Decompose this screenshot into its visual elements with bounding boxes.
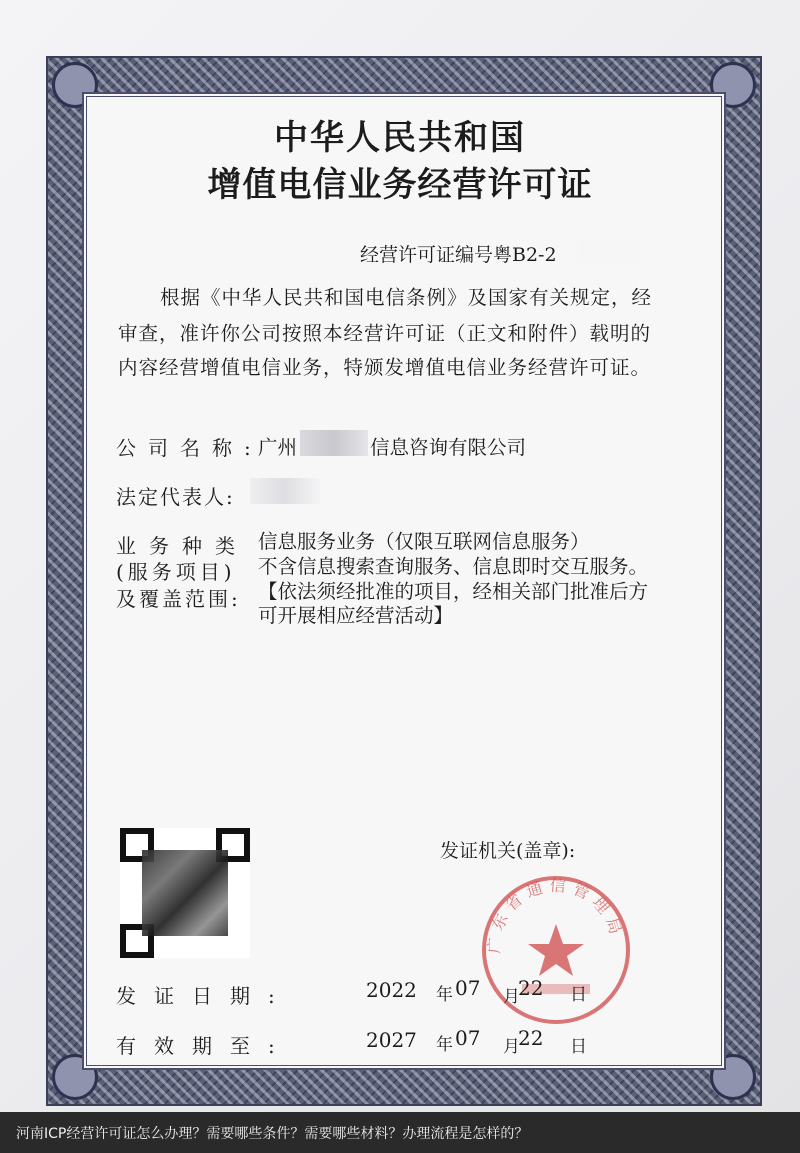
- certificate-title-line1: 中华人民共和国: [274, 118, 526, 158]
- issuing-authority-label: 发证机关(盖章):: [440, 840, 576, 862]
- legal-representative-label: 法定代表人:: [116, 485, 235, 509]
- day-character: 日: [570, 1037, 587, 1057]
- company-name-prefix: 广州: [258, 436, 298, 459]
- qr-code: [120, 828, 250, 958]
- year-character: 年: [436, 985, 453, 1005]
- svg-text:广东省通信管理局: 广东省通信管理局: [484, 875, 628, 955]
- business-scope-value: 【依法须经批准的项目，经相关部门批准后方: [258, 580, 649, 603]
- image-caption: 河南ICP经营许可证怎么办理？需要哪些条件？需要哪些材料？办理流程是怎样的？: [16, 1126, 529, 1142]
- redacted-company-name: [300, 430, 368, 456]
- year-character: 年: [436, 1035, 453, 1055]
- company-name-label: 公司名称:: [116, 436, 263, 460]
- month-character: 月: [503, 1037, 520, 1057]
- month-character: 月: [503, 987, 520, 1007]
- qr-blurred-area: [142, 850, 228, 936]
- redacted-license-digits: [578, 238, 640, 262]
- business-scope-label: 业务种类: [116, 534, 248, 558]
- business-scope-label: (服务项目): [116, 560, 236, 584]
- valid-month: 07: [455, 1026, 481, 1050]
- valid-until-label: 有效期至:: [116, 1034, 293, 1058]
- valid-year: 2027: [366, 1028, 417, 1052]
- business-scope-value: 可开展相应经营活动】: [258, 604, 454, 627]
- business-scope-value: 信息服务业务（仅限互联网信息服务）: [258, 530, 590, 553]
- certificate-title-line2: 增值电信业务经营许可证: [207, 165, 593, 205]
- company-name-suffix: 信息咨询有限公司: [370, 436, 527, 459]
- seal-stamp-graphic: [478, 872, 634, 1028]
- license-number: 经营许可证编号粤B2-2: [360, 244, 557, 266]
- redacted-legal-representative: [250, 478, 320, 504]
- issue-month: 07: [455, 976, 481, 1000]
- valid-day: 22: [518, 1026, 544, 1050]
- preamble-line: 内容经营增值电信业务，特颁发增值电信业务经营许可证。: [118, 356, 652, 379]
- day-character: 日: [570, 985, 587, 1005]
- issue-year: 2022: [366, 978, 417, 1002]
- preamble-line: 根据《中华人民共和国电信条例》及国家有关规定，经: [160, 286, 653, 309]
- business-scope-value: 不含信息搜索查询服务、信息即时交互服务。: [258, 555, 649, 578]
- official-seal: [478, 872, 634, 1028]
- issue-day: 22: [518, 976, 544, 1000]
- preamble-line: 审查，准许你公司按照本经营许可证（正文和附件）载明的: [118, 322, 652, 345]
- business-scope-label: 及覆盖范围:: [116, 587, 241, 611]
- issue-date-label: 发证日期:: [116, 984, 293, 1008]
